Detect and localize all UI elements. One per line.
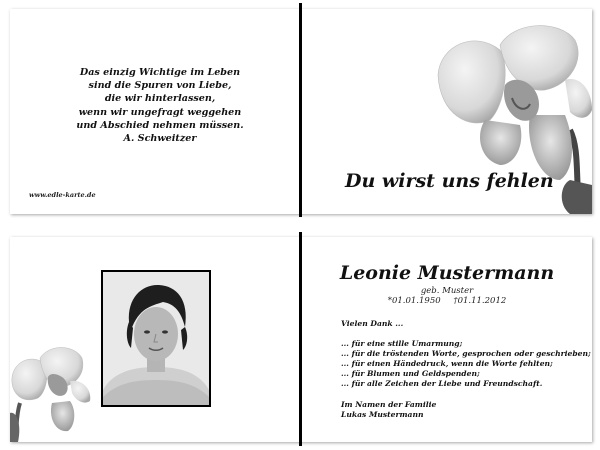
quote-line: sind die Spuren von Liebe, <box>88 80 232 92</box>
thanks-line: ... für die tröstenden Worte, gesprochen oder geschrieben; <box>341 349 591 359</box>
website-label: www.edle-karte.de <box>29 191 96 199</box>
quote-line: die wir hinterlassen, <box>104 93 216 105</box>
portrait-photo <box>101 270 211 407</box>
deceased-name: Leonie Mustermann <box>339 262 555 284</box>
quote-line: Das einzig Wichtige im Leben <box>79 67 241 78</box>
headline: Du wirst uns fehlen <box>345 170 554 192</box>
orchid-icon <box>10 343 92 442</box>
greeting: Vielen Dank ... <box>341 319 404 328</box>
thanks-line: ... für Blumen und Geldspenden; <box>341 369 480 379</box>
quote-line: wenn wir ungefragt weggehen <box>78 106 242 118</box>
life-dates <box>302 296 592 306</box>
signoff-family: Im Namen der Familie <box>341 399 437 409</box>
fold-line-front <box>299 3 302 217</box>
signoff-name: Lukas Mustermann <box>341 409 424 419</box>
thanks-line: ... für einen Händedruck, wenn die Worte fehlten; <box>341 359 553 369</box>
maiden-name: geb. Muster <box>420 286 474 296</box>
thanks-line: ... für alle Zeichen der Liebe und Freundschaft. <box>341 379 543 389</box>
birth-date: *01.01.1950 <box>387 296 441 306</box>
thanks-line: ... für eine stille Umarmung; <box>341 339 463 349</box>
quote-block <box>30 66 290 145</box>
thanks-block <box>341 319 589 420</box>
quote-line: und Abschied nehmen müssen. <box>76 119 244 131</box>
death-date: †01.11.2012 <box>453 296 507 306</box>
portrait-icon <box>103 272 209 405</box>
quote-author: A. Schweitzer <box>123 133 197 145</box>
